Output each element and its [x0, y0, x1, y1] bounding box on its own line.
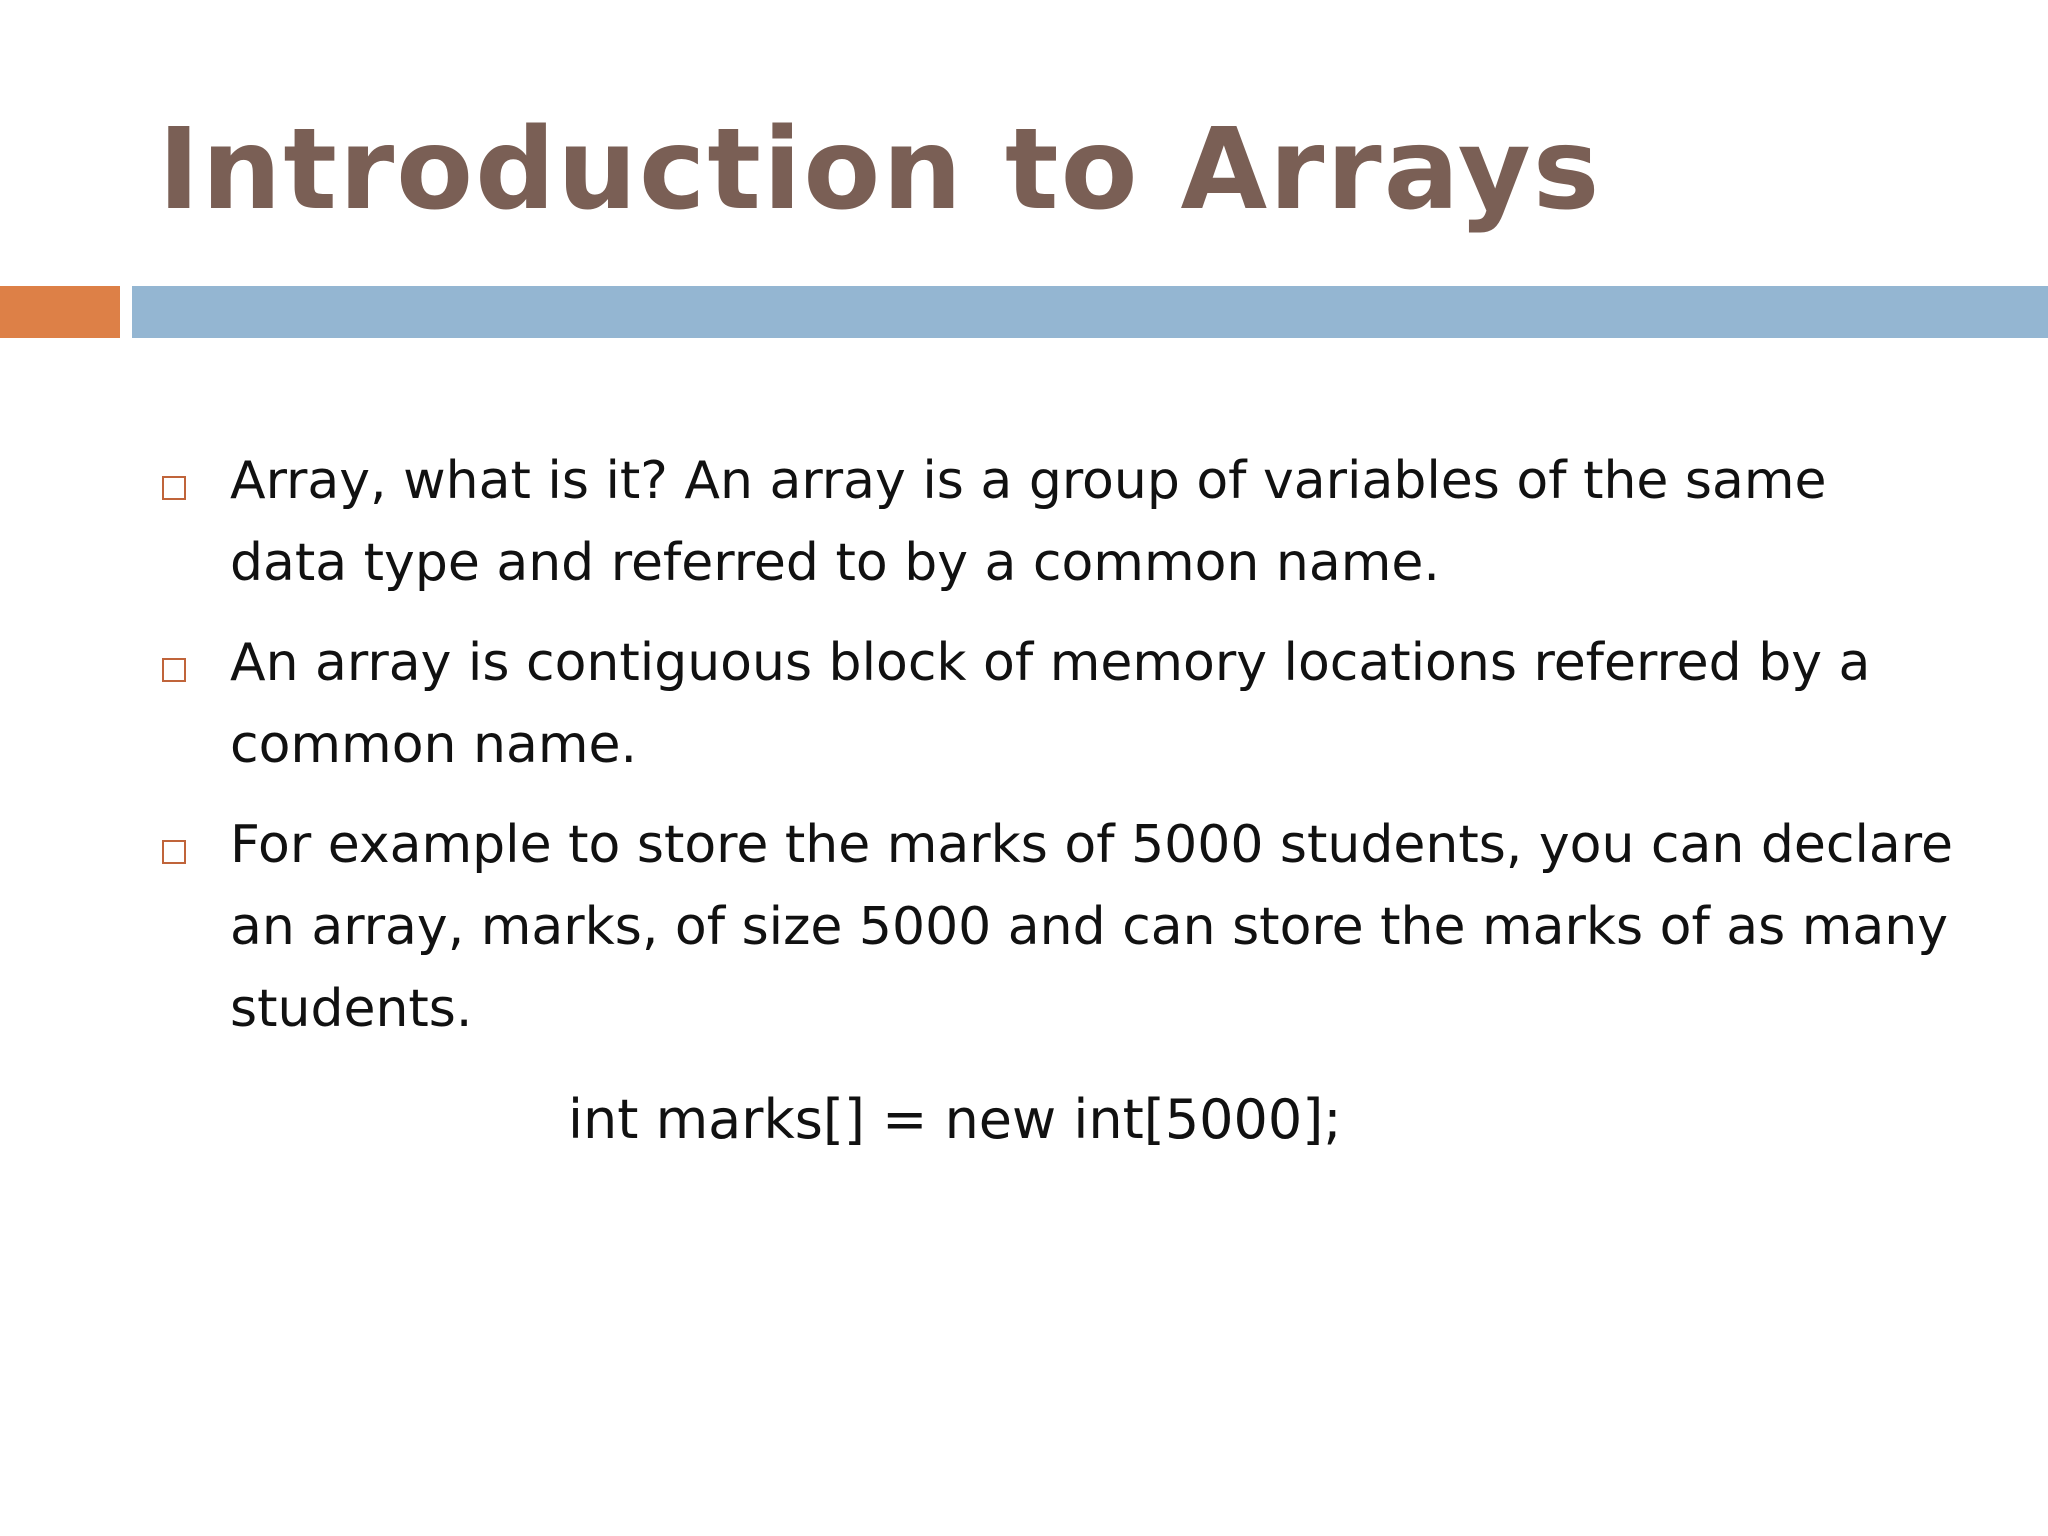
bullet-item	[158, 440, 1958, 604]
bullet-text: For example to store the marks of 5000 students, you can declare an array, marks, of size 5000 and can store the marks of as many students.	[230, 815, 1954, 1039]
square-bullet-icon	[162, 840, 186, 864]
accent-bar-blue	[132, 286, 2048, 338]
square-bullet-icon	[162, 476, 186, 500]
bullet-item	[158, 622, 1958, 786]
accent-bar-orange	[0, 286, 120, 338]
bullet-text: An array is contiguous block of memory locations referred by a common name.	[230, 633, 1871, 775]
bullet-list	[158, 440, 1958, 1068]
bullet-text: Array, what is it? An array is a group of variables of the same data type and referred to by a common name.	[230, 451, 1827, 593]
bullet-item	[158, 804, 1958, 1050]
square-bullet-icon	[162, 658, 186, 682]
code-example: int marks[] = new int[5000];	[568, 1088, 1342, 1151]
slide-title: Introduction to Arrays	[158, 105, 1602, 235]
